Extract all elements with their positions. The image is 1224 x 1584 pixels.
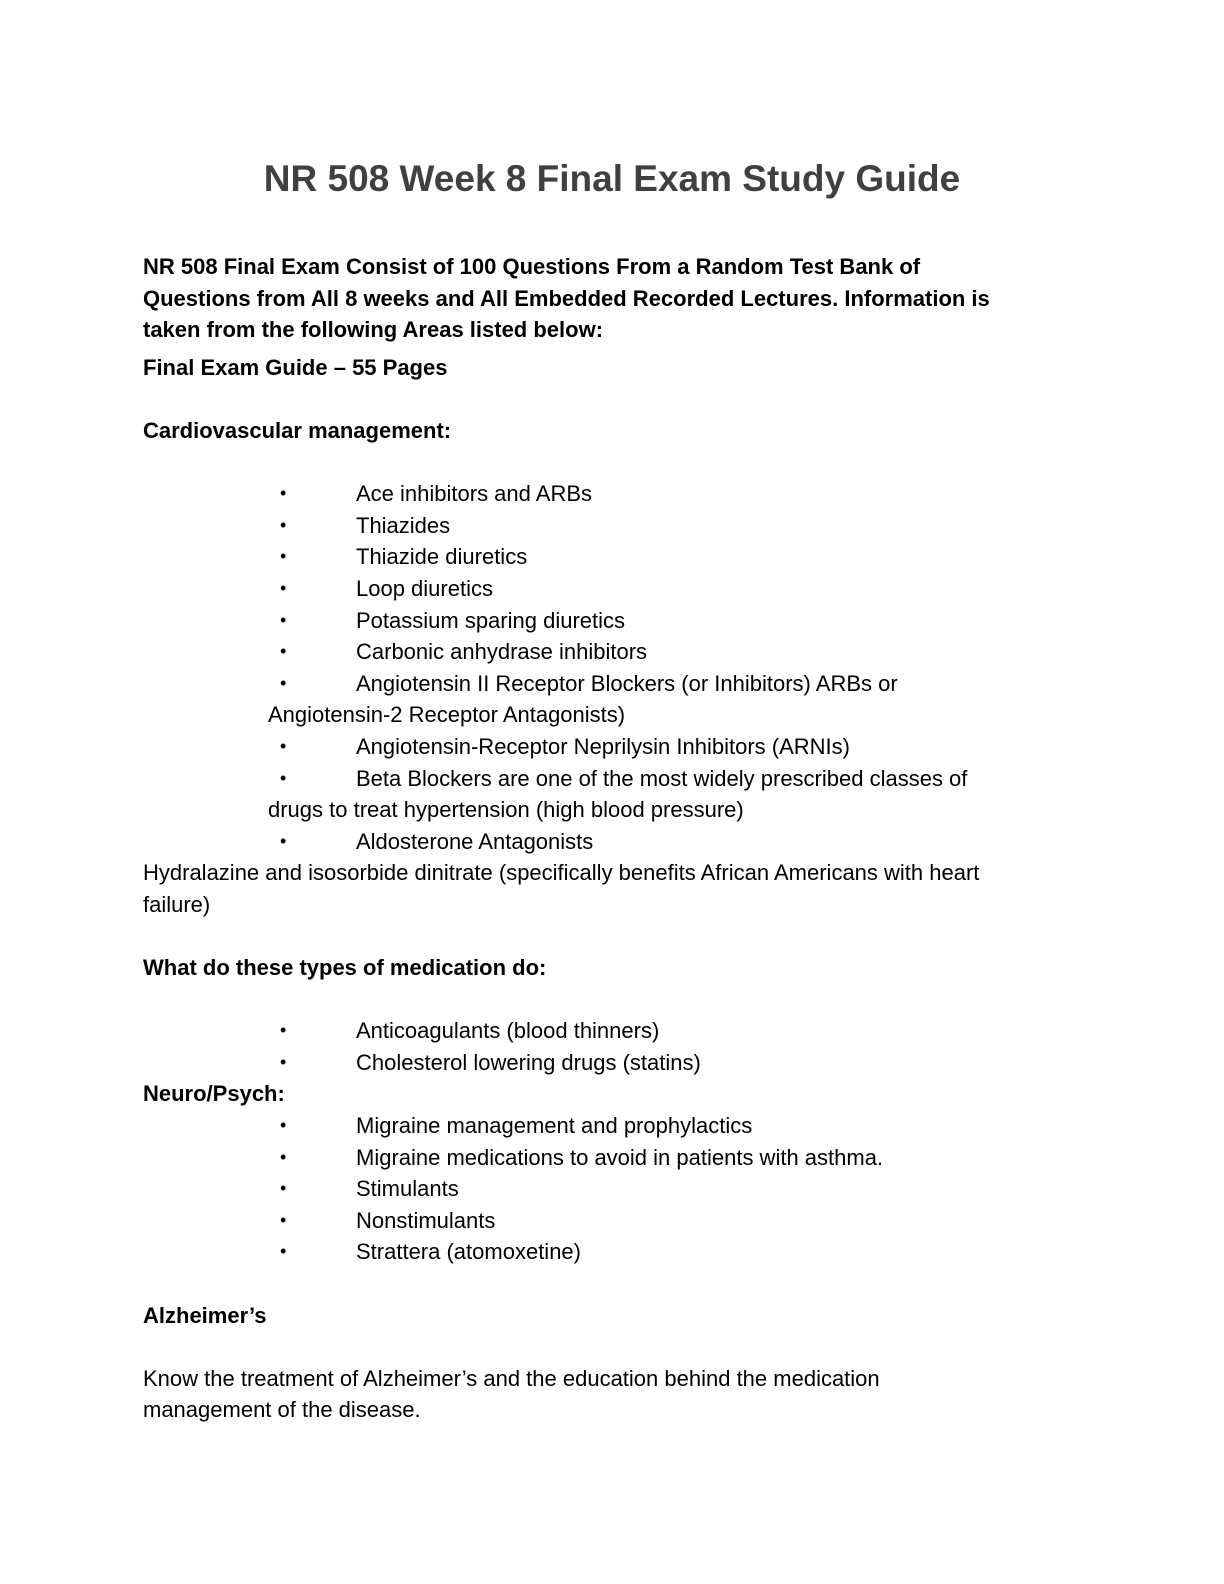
document-body <box>143 251 1083 1426</box>
list-item: • Aldosterone Antagonists <box>143 826 1083 858</box>
intro-line-3: taken from the following Areas listed below: <box>143 317 604 343</box>
bullet-icon: • <box>280 672 287 693</box>
page-title: NR 508 Week 8 Final Exam Study Guide <box>263 158 961 199</box>
guide-length: Final Exam Guide – 55 Pages <box>143 354 448 380</box>
intro-line-1: NR 508 Final Exam Consist of 100 Questions From a Random Test Bank of <box>143 254 921 279</box>
bullet-icon: • <box>280 767 287 788</box>
list-item: • Thiazides <box>143 510 1083 542</box>
list-item: • Ace inhibitors and ARBs <box>143 478 1083 510</box>
list-item: • Anticoagulants (blood thinners) <box>143 1015 1083 1047</box>
bullet-icon: • <box>280 514 287 535</box>
meds-list <box>143 1015 1083 1078</box>
list-item: • Angiotensin II Receptor Blockers (or Inhibitors) ARBs or Angiotensin-2 Receptor Antagonists) <box>143 668 1083 731</box>
list-item: • Thiazide diuretics <box>143 541 1083 573</box>
bullet-icon: • <box>280 1178 287 1199</box>
cardio-list <box>143 478 1083 857</box>
bullet-icon: • <box>280 1146 287 1167</box>
bullet-icon: • <box>280 1051 287 1072</box>
list-item: • Migraine medications to avoid in patients with asthma. <box>143 1142 1083 1174</box>
bullet-icon: • <box>280 546 287 567</box>
meds-heading: What do these types of medication do: <box>143 955 547 981</box>
alzheimers-heading: Alzheimer’s <box>143 1302 267 1328</box>
neuro-list <box>143 1110 1083 1268</box>
list-item: • Nonstimulants <box>143 1205 1083 1237</box>
alzheimers-text-line-2: management of the disease. <box>143 1397 421 1423</box>
list-item: • Strattera (atomoxetine) <box>143 1236 1083 1268</box>
bullet-icon: • <box>280 609 287 630</box>
list-item: • Beta Blockers are one of the most widely prescribed classes of drugs to treat hypertension (high blood pressure) <box>143 763 1083 826</box>
bullet-icon: • <box>280 577 287 598</box>
neuro-heading: Neuro/Psych: <box>143 1081 285 1107</box>
cardio-note-line-2: failure) <box>143 891 211 917</box>
list-item: • Loop diuretics <box>143 573 1083 605</box>
bullet-icon: • <box>280 641 287 662</box>
cardio-heading: Cardiovascular management: <box>143 417 452 443</box>
intro-line-2: Questions from All 8 weeks and All Embedded Recorded Lectures. Information is <box>143 285 990 311</box>
bullet-icon: • <box>280 1209 287 1230</box>
list-item: • Cholesterol lowering drugs (statins) <box>143 1047 1083 1079</box>
bullet-icon: • <box>280 483 287 504</box>
cardio-note-line-1: Hydralazine and isosorbide dinitrate (specifically benefits African Americans with heart <box>143 860 980 886</box>
alzheimers-text-line-1: Know the treatment of Alzheimer’s and the education behind the medication <box>143 1365 880 1391</box>
bullet-icon: • <box>280 735 287 756</box>
bullet-icon: • <box>280 1020 287 1041</box>
list-item: • Potassium sparing diuretics <box>143 605 1083 637</box>
bullet-icon: • <box>280 1115 287 1136</box>
list-item: • Carbonic anhydrase inhibitors <box>143 636 1083 668</box>
bullet-icon: • <box>280 1241 287 1262</box>
list-item: • Stimulants <box>143 1173 1083 1205</box>
bullet-icon: • <box>280 830 287 851</box>
list-item: • Angiotensin-Receptor Neprilysin Inhibitors (ARNIs) <box>143 731 1083 763</box>
list-item: • Migraine management and prophylactics <box>143 1110 1083 1142</box>
